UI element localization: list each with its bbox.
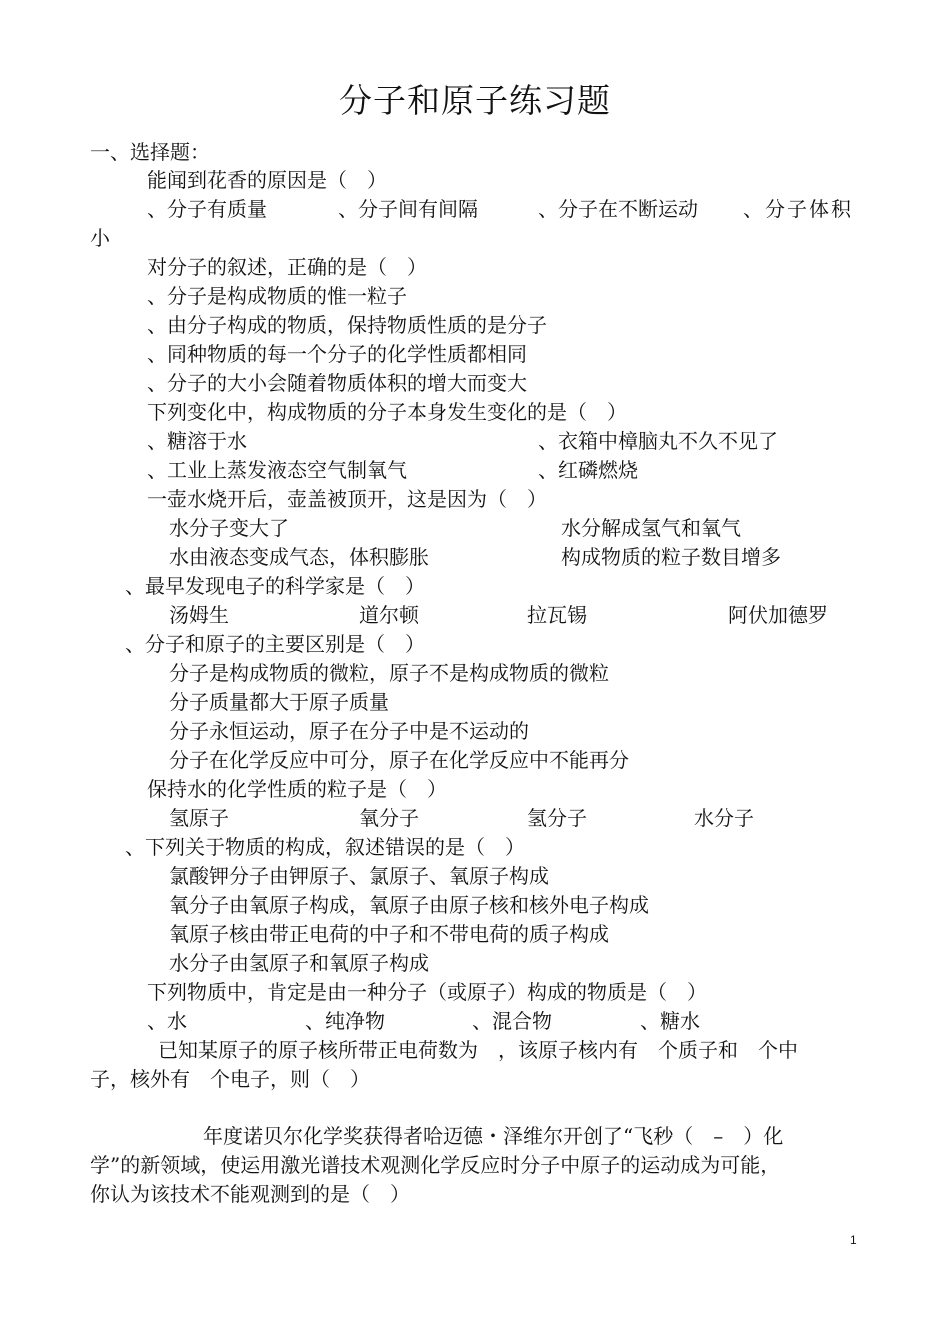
q7-stem: 保持水的化学性质的粒子是（ ）: [147, 777, 447, 801]
q2-option-d: 、分子的大小会随着物质体积的增大而变大: [147, 371, 527, 395]
q2-option-c: 、同种物质的每一个分子的化学性质都相同: [147, 342, 527, 366]
q6-stem: 、分子和原子的主要区别是（ ）: [125, 632, 425, 656]
q6-option-c: 分子永恒运动，原子在分子中是不运动的: [169, 719, 529, 743]
q8-option-c: 氧原子核由带正电荷的中子和不带电荷的质子构成: [169, 922, 609, 946]
q3-option-a: 、糖溶于水: [147, 429, 247, 453]
q1-stem: 能闻到花香的原因是（ ）: [147, 168, 387, 192]
q6-option-d: 分子在化学反应中可分，原子在化学反应中不能再分: [169, 748, 629, 772]
q8-stem: 、下列关于物质的构成，叙述错误的是（ ）: [125, 835, 525, 859]
q11-line-1: 年度诺贝尔化学奖获得者哈迈德・泽维尔开创了“飞秒（ – ）化: [203, 1124, 784, 1148]
q2-option-a: 、分子是构成物质的惟一粒子: [147, 284, 407, 308]
q8-option-a: 氯酸钾分子由钾原子、氯原子、氧原子构成: [169, 864, 549, 888]
q6-option-b: 分子质量都大于原子质量: [169, 690, 389, 714]
q10-line-2: 子，核外有 个电子，则（ ）: [90, 1067, 370, 1091]
q8-option-d: 水分子由氢原子和氧原子构成: [169, 951, 429, 975]
q2-option-b: 、由分子构成的物质，保持物质性质的是分子: [147, 313, 547, 337]
q4-stem: 一壶水烧开后，壶盖被顶开，这是因为（ ）: [147, 487, 547, 511]
section-heading: 一、选择题：: [90, 140, 210, 164]
q3-option-d: 、红磷燃烧: [538, 458, 638, 482]
q5-option-d: 阿伏加德罗: [728, 603, 828, 627]
q1-option-d: 、分子体积: [743, 197, 853, 221]
q1-option-a: 、分子有质量: [147, 197, 267, 221]
q9-option-b: 、纯净物: [305, 1009, 385, 1033]
q5-option-c: 拉瓦锡: [527, 603, 587, 627]
page-title: 分子和原子练习题: [339, 81, 611, 120]
q4-option-b: 水分解成氢气和氧气: [561, 516, 741, 540]
q9-stem: 下列物质中，肯定是由一种分子（或原子）构成的物质是（ ）: [147, 980, 707, 1004]
q11-line-3: 你认为该技术不能观测到的是（ ）: [90, 1182, 410, 1206]
q5-option-a: 汤姆生: [169, 603, 229, 627]
q9-option-a: 、水: [147, 1009, 187, 1033]
q1-option-c: 、分子在不断运动: [538, 197, 698, 221]
q9-option-c: 、混合物: [472, 1009, 552, 1033]
q3-stem: 下列变化中，构成物质的分子本身发生变化的是（ ）: [147, 400, 627, 424]
q6-option-a: 分子是构成物质的微粒，原子不是构成物质的微粒: [169, 661, 609, 685]
q5-stem: 、最早发现电子的科学家是（ ）: [125, 574, 425, 598]
q11-line-2: 学”的新领域，使运用激光谱技术观测化学反应时分子中原子的运动成为可能，: [90, 1153, 781, 1177]
q7-option-d: 水分子: [694, 806, 754, 830]
q4-option-c: 水由液态变成气态，体积膨胀: [169, 545, 429, 569]
q1-option-d-cont: 小: [90, 226, 110, 250]
q7-option-b: 氧分子: [359, 806, 419, 830]
q3-option-b: 、衣箱中樟脑丸不久不见了: [538, 429, 778, 453]
q4-option-d: 构成物质的粒子数目增多: [561, 545, 781, 569]
q5-option-b: 道尔顿: [359, 603, 419, 627]
page-number: 1: [850, 1233, 857, 1247]
q9-option-d: 、糖水: [640, 1009, 700, 1033]
q10-line-1: 已知某原子的原子核所带正电荷数为 ，该原子核内有 个质子和 个中: [158, 1038, 798, 1062]
q3-option-c: 、工业上蒸发液态空气制氧气: [147, 458, 407, 482]
q8-option-b: 氧分子由氧原子构成，氧原子由原子核和核外电子构成: [169, 893, 649, 917]
q4-option-a: 水分子变大了: [169, 516, 289, 540]
q7-option-a: 氢原子: [169, 806, 229, 830]
q1-option-b: 、分子间有间隔: [338, 197, 478, 221]
q7-option-c: 氢分子: [527, 806, 587, 830]
q2-stem: 对分子的叙述，正确的是（ ）: [147, 255, 427, 279]
